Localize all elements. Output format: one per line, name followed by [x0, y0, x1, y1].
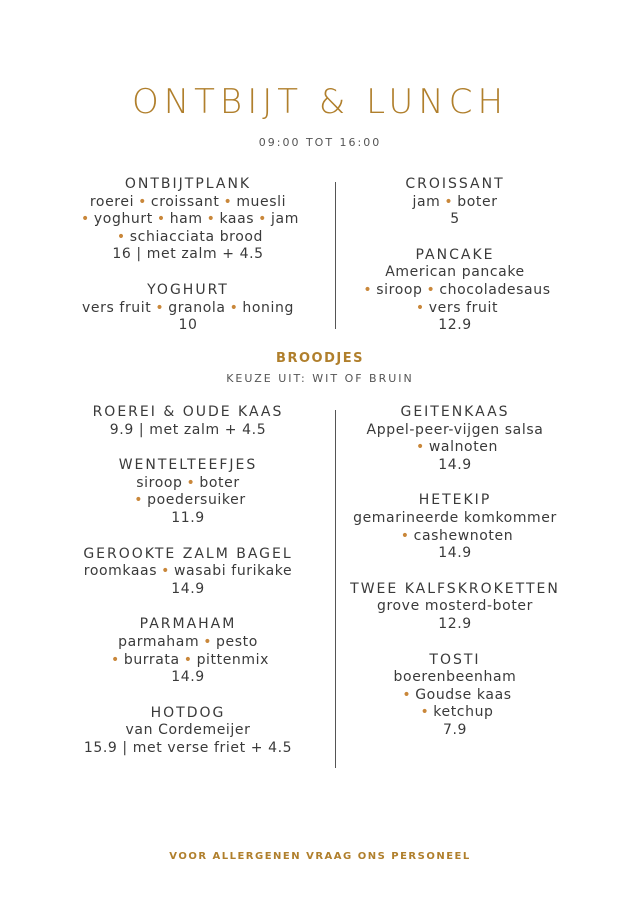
- bullet-separator-icon: •: [416, 439, 425, 456]
- menu-item-name: ROEREI & OUDE KAAS: [92, 404, 284, 420]
- bullet-separator-icon: •: [81, 211, 90, 228]
- ingredient: yoghurt: [93, 211, 153, 228]
- menu-title: ONTBIJT & LUNCH: [131, 82, 509, 122]
- ingredient-line: [65, 652, 311, 670]
- menu-item: [65, 705, 311, 758]
- menu-item: [350, 581, 560, 634]
- menu-item-name: PANCAKE: [415, 246, 495, 263]
- ingredient: siroop: [136, 474, 183, 491]
- ingredient: jam: [412, 193, 441, 210]
- menu-item: [350, 176, 560, 229]
- menu-item-name: HETEKIP: [418, 492, 492, 509]
- bullet-separator-icon: •: [206, 211, 216, 228]
- ingredient-line: [350, 528, 560, 546]
- menu-item-price: 10: [178, 317, 198, 334]
- bullet-separator-icon: •: [402, 686, 412, 703]
- ingredient-line: [350, 704, 560, 722]
- ingredient: schiacciata brood: [129, 228, 264, 245]
- ingredient-line: [65, 194, 311, 212]
- bullet-separator-icon: •: [134, 492, 144, 509]
- breakfast-left-column: [65, 176, 311, 335]
- broodjes-right-column: [350, 404, 560, 740]
- menu-item: [350, 492, 560, 562]
- menu-item-price: 7.9: [442, 721, 468, 738]
- bullet-separator-icon: •: [420, 704, 430, 721]
- ingredient-line: [65, 492, 311, 510]
- menu-item-price: 15.9 | met verse friet + 4.5: [83, 739, 293, 756]
- ingredient-line: [65, 722, 311, 740]
- menu-item: [65, 176, 311, 264]
- menu-item: [350, 652, 560, 740]
- bullet-separator-icon: •: [138, 193, 147, 210]
- ingredient-line: [350, 439, 560, 457]
- opening-hours: 09:00 TOT 16:00: [258, 136, 382, 149]
- ingredient: Goudse kaas: [415, 686, 512, 703]
- bullet-separator-icon: •: [116, 228, 126, 245]
- bullet-separator-icon: •: [183, 651, 193, 668]
- menu-item-name: YOGHURT: [147, 281, 229, 298]
- menu-item: [65, 404, 311, 439]
- ingredient-line: [65, 300, 311, 318]
- ingredient-line: [350, 300, 560, 318]
- bullet-separator-icon: •: [203, 633, 213, 650]
- ingredient-line: [65, 563, 311, 581]
- menu-item-price: 12.9: [438, 615, 472, 632]
- ingredient: roerei: [89, 193, 135, 210]
- broodjes-left-column: [65, 404, 311, 758]
- menu-item: [65, 546, 311, 599]
- ingredient: cashewnoten: [413, 527, 514, 544]
- ingredient: poedersuiker: [147, 492, 246, 509]
- ingredient: boter: [457, 193, 498, 210]
- menu-item: [65, 282, 311, 335]
- menu-item-name: TOSTI: [429, 651, 481, 668]
- menu-item-name: WENTELTEEFJES: [118, 457, 258, 474]
- menu-item-name: CROISSANT: [405, 176, 505, 192]
- bullet-separator-icon: •: [363, 281, 373, 298]
- ingredient-line: [350, 282, 560, 300]
- menu-item-price: 5: [450, 211, 460, 228]
- ingredient-line: [65, 229, 311, 247]
- ingredient-line: [65, 211, 311, 229]
- ingredient: burrata: [123, 651, 180, 668]
- ingredient: muesli: [236, 193, 287, 210]
- breakfast-right-column: [350, 176, 560, 335]
- menu-item-price: 9.9 | met zalm + 4.5: [109, 421, 267, 438]
- bullet-separator-icon: •: [186, 474, 196, 491]
- bullet-separator-icon: •: [400, 527, 410, 544]
- menu-item-price: 16 | met zalm + 4.5: [112, 246, 264, 263]
- ingredient: pittenmix: [196, 651, 270, 668]
- broodjes-divider: [335, 410, 336, 768]
- ingredient: walnoten: [428, 439, 498, 456]
- broodjes-title: BROODJES: [276, 351, 364, 366]
- ingredient: van Cordemeijer: [125, 722, 251, 739]
- ingredient: ham: [169, 211, 203, 228]
- bullet-separator-icon: •: [161, 563, 170, 580]
- ingredient: vers fruit: [428, 299, 499, 316]
- bullet-separator-icon: •: [156, 211, 166, 228]
- ingredient: boter: [199, 474, 240, 491]
- bullet-separator-icon: •: [444, 193, 454, 210]
- ingredient-line: [350, 598, 560, 616]
- bullet-separator-icon: •: [258, 211, 268, 228]
- ingredient: jam: [271, 211, 299, 228]
- bullet-separator-icon: •: [223, 193, 233, 210]
- menu-item: [65, 457, 311, 527]
- bullet-separator-icon: •: [110, 651, 120, 668]
- breakfast-divider: [335, 182, 336, 329]
- ingredient: parmaham: [118, 633, 200, 650]
- ingredient: roomkaas: [83, 563, 158, 580]
- bullet-separator-icon: •: [426, 281, 436, 298]
- ingredient-line: [350, 194, 560, 212]
- menu-item-name: HOTDOG: [150, 704, 226, 721]
- ingredient: chocoladesaus: [439, 281, 551, 298]
- menu-item-price: 11.9: [171, 509, 205, 526]
- allergen-note: VOOR ALLERGENEN VRAAG ONS PERSONEEL: [169, 851, 471, 862]
- menu-item-price: 14.9: [171, 669, 205, 686]
- ingredient-line: [350, 264, 560, 282]
- ingredient-line: [350, 422, 560, 440]
- ingredient-line: [350, 687, 560, 705]
- ingredient: pesto: [216, 633, 258, 650]
- menu-item-price: 14.9: [438, 545, 472, 562]
- menu-item-name: TWEE KALFSKROKETTEN: [350, 580, 560, 597]
- bullet-separator-icon: •: [155, 299, 165, 316]
- menu-item-name: ONTBIJTPLANK: [124, 176, 252, 192]
- ingredient-line: [350, 510, 560, 528]
- ingredient: grove mosterd-boter: [376, 598, 533, 615]
- menu-item: [65, 616, 311, 686]
- menu-item-price: 14.9: [438, 456, 472, 473]
- menu-item-price: 14.9: [171, 580, 205, 597]
- ingredient: siroop: [376, 281, 423, 298]
- bullet-separator-icon: •: [415, 299, 425, 316]
- ingredient: vers fruit: [82, 299, 152, 316]
- broodjes-subtitle: KEUZE UIT: WIT OF BRUIN: [226, 372, 414, 385]
- menu-item-price: 12.9: [438, 317, 472, 334]
- ingredient: ketchup: [433, 704, 494, 721]
- ingredient-line: [350, 669, 560, 687]
- ingredient: American pancake: [385, 264, 525, 281]
- ingredient: wasabi furikake: [173, 563, 293, 580]
- ingredient: granola: [168, 299, 226, 316]
- bullet-separator-icon: •: [229, 299, 239, 316]
- menu-item-name: GEROOKTE ZALM BAGEL: [83, 545, 293, 562]
- ingredient: kaas: [219, 211, 255, 228]
- menu-item-name: GEITENKAAS: [400, 404, 510, 420]
- ingredient-line: [65, 634, 311, 652]
- ingredient-line: [65, 475, 311, 493]
- ingredient: gemarineerde komkommer: [353, 509, 557, 526]
- menu-item: [350, 247, 560, 335]
- ingredient: boerenbeenham: [393, 669, 517, 686]
- ingredient: honing: [242, 299, 294, 316]
- ingredient: croissant: [150, 193, 220, 210]
- ingredient: Appel-peer-vijgen salsa: [366, 421, 544, 438]
- menu-item-name: PARMAHAM: [139, 616, 237, 633]
- menu-item: [350, 404, 560, 474]
